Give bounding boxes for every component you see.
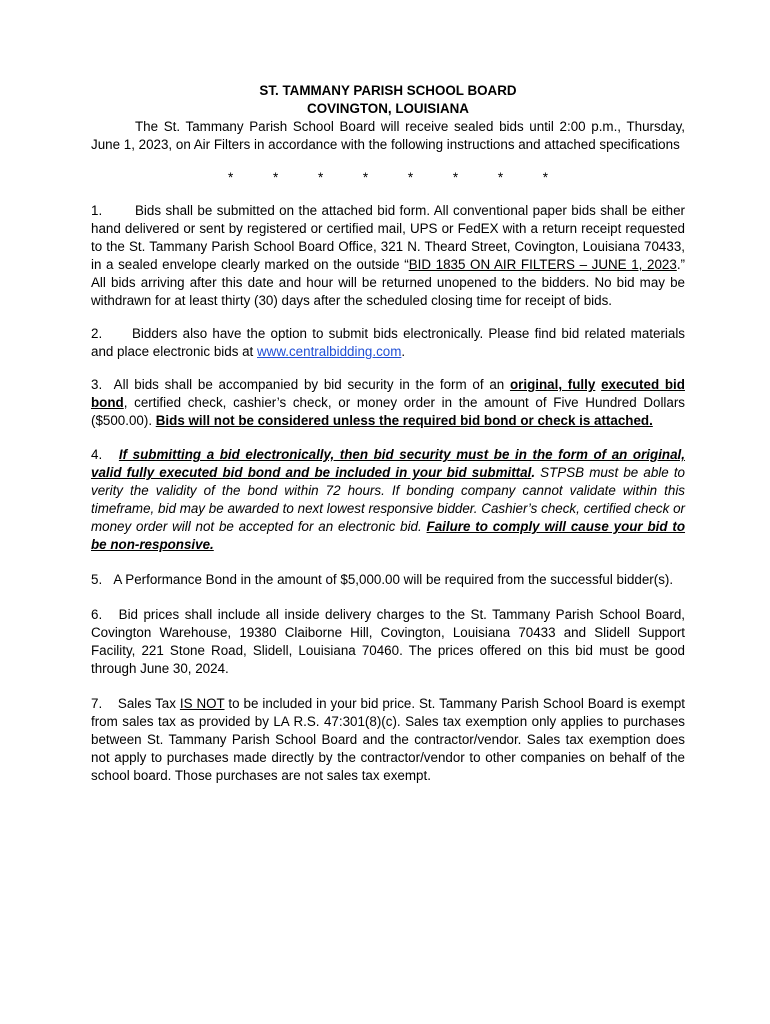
paragraph-number: 1. bbox=[91, 203, 103, 218]
bid-security-warning: Bids will not be considered unless the required bid bond or check is attached. bbox=[155, 413, 653, 428]
paragraph-text: Bidders also have the option to submit bids electronically. Please find bid related materials and place electronic bids at bbox=[91, 326, 685, 359]
is-not-emphasis: IS NOT bbox=[179, 696, 225, 711]
paragraph-text: All bids shall be accompanied by bid security in the form of an bbox=[113, 377, 510, 392]
separator-star: * bbox=[407, 170, 414, 185]
paragraph-number: 2. bbox=[91, 326, 103, 341]
paragraph-1 bbox=[91, 202, 685, 310]
header-line-2: COVINGTON, LOUISIANA bbox=[307, 101, 469, 116]
electronic-bid-lead: If submitting a bid electronically, then bid security must be in the form of an original, valid fully executed bid bond and be included in your bid submittal bbox=[91, 447, 685, 480]
separator-star: * bbox=[362, 170, 369, 185]
paragraph-text: Sales Tax bbox=[117, 696, 180, 711]
paragraph-5 bbox=[91, 571, 685, 589]
paragraph-3 bbox=[91, 376, 685, 430]
paragraph-text: Bid prices shall include all inside delivery charges to the St. Tammany Parish School Board, Covington Warehouse, 19380 Claiborne Hill, Covington, Louisiana 70433 and Slidell Support Facility, 221 Stone Road, Slidell, Louisiana 70460. The prices offered on this bid must be good through June 30, 2024. bbox=[91, 607, 685, 676]
intro-paragraph: The St. Tammany Parish School Board will receive sealed bids until 2:00 p.m., Thursday, June 1, 2023, on Air Filters in accordance with the following instructions and attached specifications bbox=[91, 119, 685, 152]
centralbidding-link[interactable]: www.centralbidding.com bbox=[257, 344, 402, 359]
paragraph-text: A Performance Bond in the amount of $5,000.00 will be required from the successful bidder(s). bbox=[113, 572, 674, 587]
paragraph-text: STPSB must be able to verity the validity of the bond within 72 hours. If bonding company cannot validate within this timeframe, bid may be awarded to next lowest responsive bidder. Cashier’s check, certified check or money order will not be accepted for an electronic bid. bbox=[91, 465, 685, 534]
envelope-marking: BID 1835 ON AIR FILTERS – JUNE 1, 2023 bbox=[408, 257, 677, 272]
paragraph-7 bbox=[91, 695, 685, 785]
paragraph-number: 5. bbox=[91, 572, 103, 587]
document-page bbox=[91, 82, 685, 785]
bid-bond-emphasis: executed bid bond bbox=[91, 377, 685, 410]
non-responsive-warning: Failure to comply will cause your bid to be non-responsive. bbox=[91, 519, 686, 552]
paragraph-6 bbox=[91, 606, 685, 678]
paragraph-text: to be included in your bid price. St. Tammany Parish School Board is exempt from sales tax as provided by LA R.S. 47:301(8)(c). Sales tax exemption only applies to purchases between St. Tammany Parish School Board and the contractor/vendor. Sales tax exemption does not apply to purchases made directly by the contractor/vendor to other companies on behalf of the school board. Those purchases are not sales tax exempt. bbox=[91, 696, 685, 783]
paragraph-text: .” All bids arriving after this date and hour will be returned unopened to the bidders. No bid may be withdrawn for at least thirty (30) days after the scheduled closing time for receipt of bids. bbox=[91, 257, 685, 308]
paragraph-text: . bbox=[401, 344, 406, 359]
paragraph-number: 3. bbox=[91, 377, 103, 392]
separator-stars bbox=[228, 169, 548, 187]
separator-star: * bbox=[542, 170, 548, 185]
separator-star: * bbox=[317, 170, 324, 185]
paragraph-2 bbox=[91, 325, 685, 361]
bid-bond-emphasis: original, fully bbox=[509, 377, 596, 392]
header-line-1: ST. TAMMANY PARISH SCHOOL BOARD bbox=[259, 83, 517, 98]
separator-star: * bbox=[272, 170, 279, 185]
separator-star: * bbox=[452, 170, 459, 185]
paragraph-number: 4. bbox=[91, 447, 103, 462]
paragraph-text: Bids shall be submitted on the attached bid form. All conventional paper bids shall be either hand delivered or sent by registered or certified mail, UPS or FedEX with a return receipt requested to the St. Tammany Parish School Board Office, 321 N. Theard Street, Covington, Louisiana 70433, in a sealed envelope clearly marked on the outside “ bbox=[91, 203, 685, 272]
paragraph-number: 7. bbox=[91, 696, 103, 711]
paragraph-number: 6. bbox=[91, 607, 103, 622]
paragraph-4 bbox=[91, 446, 685, 554]
period: . bbox=[531, 465, 536, 480]
separator-star: * bbox=[228, 170, 234, 185]
paragraph-text: , certified check, cashier’s check, or money order in the amount of Five Hundred Dollars ($500.00). bbox=[91, 395, 685, 428]
separator-star: * bbox=[497, 170, 504, 185]
header bbox=[91, 82, 685, 118]
